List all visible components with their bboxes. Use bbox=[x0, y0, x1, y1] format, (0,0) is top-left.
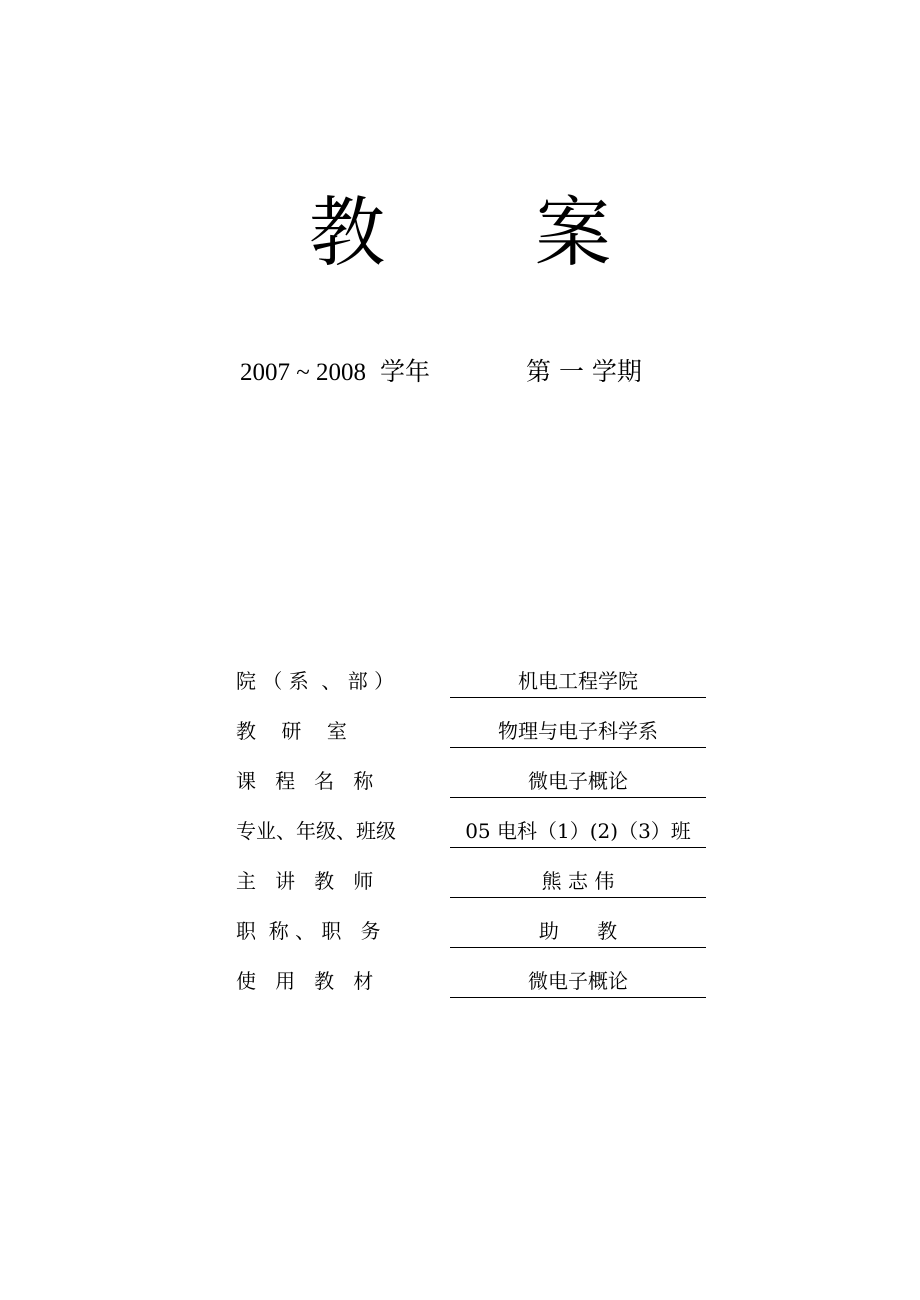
department-label: 院 （ 系 、 部 ） bbox=[236, 669, 395, 693]
academic-term-line bbox=[240, 352, 740, 392]
major-class-label: 专业、年级、班级 bbox=[236, 819, 396, 843]
textbook-value: 微电子概论 bbox=[450, 963, 706, 998]
lecturer-value: 熊 志 伟 bbox=[450, 863, 706, 898]
info-row-department bbox=[236, 663, 708, 699]
title-position-value: 助 教 bbox=[450, 913, 706, 948]
course-name-value: 微电子概论 bbox=[450, 763, 706, 798]
academic-year-label: 学年 bbox=[380, 357, 431, 386]
info-row-teaching-office bbox=[236, 713, 708, 749]
major-class-value: 05 电科（1）(2)（3）班 bbox=[450, 813, 706, 848]
department-value: 机电工程学院 bbox=[450, 663, 706, 698]
teaching-office-label: 教 研 室 bbox=[236, 719, 347, 743]
info-row-title-position bbox=[236, 913, 708, 949]
document-title bbox=[0, 188, 920, 278]
title-char-jiao: 教 bbox=[309, 188, 385, 277]
info-row-course-name bbox=[236, 763, 708, 799]
info-row-lecturer bbox=[236, 863, 708, 899]
academic-years: 2007 ~ 2008 bbox=[240, 359, 367, 386]
teaching-office-value: 物理与电子科学系 bbox=[450, 713, 706, 748]
semester-label: 第 一 学期 bbox=[526, 357, 642, 386]
info-row-textbook bbox=[236, 963, 708, 999]
title-char-an: 案 bbox=[535, 188, 611, 277]
textbook-label: 使 用 教 材 bbox=[236, 969, 374, 993]
course-name-label: 课 程 名 称 bbox=[236, 769, 374, 793]
info-row-major-class bbox=[236, 813, 708, 849]
title-position-label: 职 称 、 职 务 bbox=[236, 919, 381, 943]
lecturer-label: 主 讲 教 师 bbox=[236, 869, 374, 893]
